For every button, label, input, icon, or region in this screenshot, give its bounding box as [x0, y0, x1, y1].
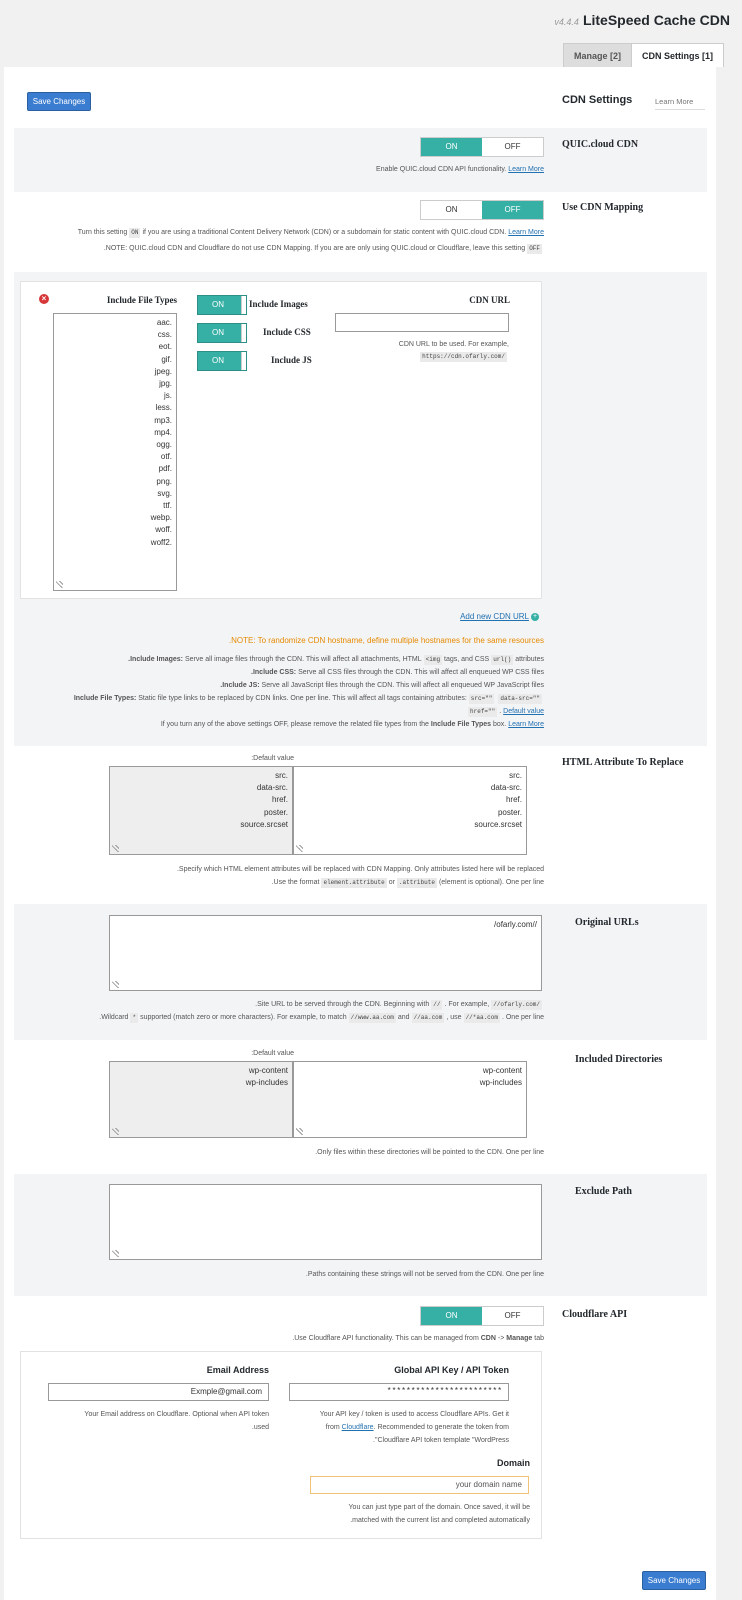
attr-label: HTML Attribute To Replace	[562, 757, 684, 768]
help-off-note: If you turn any of the above settings OFF, please remove the related file types from the Include File Types box. Learn More	[160, 721, 544, 728]
excl-label: Exclude Path	[575, 1186, 632, 1197]
api-key-input[interactable]: ************************	[289, 1383, 509, 1401]
help-file-types-2: href="" . Default value	[470, 708, 544, 715]
attr-default-label: :Default value	[251, 755, 294, 762]
quic-label: QUIC.cloud CDN	[562, 139, 639, 150]
api-key-desc-3: ."Cloudflare API token template "WordPress	[373, 1437, 509, 1444]
include-images-toggle[interactable]: ON	[197, 295, 247, 315]
cloudflare-link[interactable]: Cloudflare	[341, 1424, 374, 1431]
default-value-link[interactable]: Default value	[503, 708, 544, 715]
include-css-label: Include CSS	[263, 327, 311, 337]
orig-textarea[interactable]: /ofarly.com//	[109, 915, 542, 991]
cdn-url-example: https://cdn.ofarly.com/	[422, 353, 505, 360]
toggle-off[interactable]: OFF	[482, 201, 543, 219]
attr-textarea[interactable]: src. data-src. href. poster. source.srcset	[293, 766, 527, 855]
quic-toggle[interactable]	[420, 137, 544, 157]
email-desc-1: Your Email address on Cloudflare. Optional when API token	[84, 1411, 269, 1418]
api-key-desc-1: Your API key / token is used to access Cloudflare APIs. Get it	[319, 1411, 509, 1418]
help-file-types: Include File Types: Static file type links to be replaced by CDN links. One per line. This will affect all tags containing attributes: src="" data-src=""	[73, 695, 540, 702]
cdn-url-desc: CDN URL to be used. For example,	[398, 341, 509, 348]
domain-input[interactable]: your domain name	[310, 1476, 529, 1494]
api-key-desc-2: from Cloudflare. Recommended to generate the token from	[325, 1424, 509, 1431]
include-images-label: Include Images	[249, 299, 308, 309]
plus-circle-icon: +	[532, 612, 538, 620]
tab-cdn-settings[interactable]: CDN Settings [1]	[631, 43, 724, 67]
learn-more-link-top[interactable]: Learn More	[655, 97, 705, 110]
include-css-toggle[interactable]: ON	[197, 323, 247, 343]
mapping-label: Use CDN Mapping	[562, 202, 644, 213]
mapping-desc-1: Turn this setting ON if you are using a traditional Content Delivery Network (CDN) or a subdomain for static content with QUIC.cloud CDN. Learn More	[77, 229, 544, 236]
email-input[interactable]: Exmple@gmail.com	[48, 1383, 269, 1401]
mapping-desc-2: .NOTE: QUIC.cloud CDN and Cloudflare do not use CDN Mapping. If you are are only using QUIC.cloud or Cloudflare, leave this setting OFF	[103, 245, 540, 252]
domain-desc-1: You can just type part of the domain. Once saved, it will be	[348, 1504, 530, 1511]
email-desc-2: .used	[251, 1424, 269, 1431]
attr-desc-2: .Use the format element.attribute or .attribute (element is optional). One per line	[271, 879, 544, 886]
domain-label: Domain	[496, 1458, 530, 1468]
incdir-label: Included Directories	[575, 1054, 663, 1065]
cdn-url-input[interactable]	[335, 313, 509, 332]
domain-desc-2: .matched with the current list and completed automatically	[350, 1517, 530, 1524]
add-cdn-url-link[interactable]: Add new CDN URL +	[460, 612, 538, 621]
toggle-on[interactable]: ON	[445, 205, 458, 214]
save-button-top[interactable]: Save Changes	[27, 92, 91, 111]
excl-textarea[interactable]	[109, 1184, 542, 1260]
quic-section	[14, 128, 707, 192]
remove-mapping-icon[interactable]: ×	[39, 294, 49, 304]
file-types-textarea[interactable]: aac. css. eot. gif. jpeg. jpg. js. less. mp3. mp4. ogg. otf. pdf. png. svg. ttf. webp. woff. woff2.	[53, 313, 177, 591]
toggle-off[interactable]: OFF	[504, 1311, 521, 1320]
help-include-js: .Include JS: Serve all JavaScript files through the CDN. This will affect all enqueued WP JavaScript files	[220, 682, 544, 689]
incdir-desc: .Only files within these directories will be pointed to the CDN. One per line	[315, 1149, 544, 1156]
version-label: v4.4.4	[554, 17, 579, 27]
excl-desc: .Paths containing these strings will not be served from the CDN. One per line	[305, 1271, 544, 1278]
include-file-types-label: Include File Types	[106, 295, 177, 305]
include-js-toggle[interactable]: ON	[197, 351, 247, 371]
page-title	[554, 12, 730, 28]
toggle-off[interactable]: OFF	[504, 142, 521, 151]
include-js-label: Include JS	[271, 355, 312, 365]
orig-label: Original URLs	[575, 917, 639, 928]
cf-toggle[interactable]	[420, 1306, 544, 1326]
cdn-settings-heading: CDN Settings	[562, 94, 633, 106]
cdn-url-label: CDN URL	[469, 295, 510, 305]
help-include-images: .Include Images: Serve all image files through the CDN. This will affect all attachments, HTML <img tags, and CSS url() attributes	[128, 656, 544, 663]
orig-desc-2: .Wildcard * supported (match zero or more characters). For example, to match //www.aa.com and //aa.com , use //*aa.com . One per line	[99, 1014, 544, 1021]
off-learn-more-link[interactable]: Learn More	[508, 721, 544, 728]
toggle-on[interactable]: ON	[421, 138, 482, 156]
help-include-css: .Include CSS: Serve all CSS files through the CDN. This will affect all enqueued WP CSS files	[251, 669, 544, 676]
api-key-label: Global API Key / API Token	[394, 1365, 509, 1375]
mapping-toggle[interactable]	[420, 200, 544, 220]
cf-desc: .Use Cloudflare API functionality. This can be managed from CDN -> Manage tab	[292, 1335, 544, 1342]
toggle-on[interactable]: ON	[421, 1307, 482, 1325]
quic-learn-more-link[interactable]: Learn More	[508, 166, 544, 173]
tab-manage[interactable]: Manage [2]	[563, 43, 632, 67]
mapping-learn-more-link[interactable]: Learn More	[508, 229, 544, 236]
cf-label: Cloudflare API	[562, 1309, 628, 1320]
title-text: LiteSpeed Cache CDN	[582, 12, 730, 28]
orig-desc-1: .Site URL to be served through the CDN. Beginning with // . For example, //ofarly.com/	[255, 1001, 540, 1008]
attr-default-textarea: src. data-src. href. poster. source.srcset	[109, 766, 293, 855]
quic-desc: Enable QUIC.cloud CDN API functionality. Learn More	[376, 166, 544, 173]
incdir-textarea[interactable]: wp-content wp-includes	[293, 1061, 527, 1138]
email-label: Email Address	[206, 1365, 269, 1375]
attr-desc-1: .Specify which HTML element attributes will be replaced with CDN Mapping. Only attributes listed here will be replaced	[176, 866, 544, 873]
randomize-note: .NOTE: To randomize CDN hostname, define multiple hostnames for the same resources	[228, 636, 544, 645]
incdir-default-label: :Default value	[251, 1050, 294, 1057]
incdir-default-textarea: wp-content wp-includes	[109, 1061, 293, 1138]
save-button-bottom[interactable]: Save Changes	[642, 1571, 706, 1590]
